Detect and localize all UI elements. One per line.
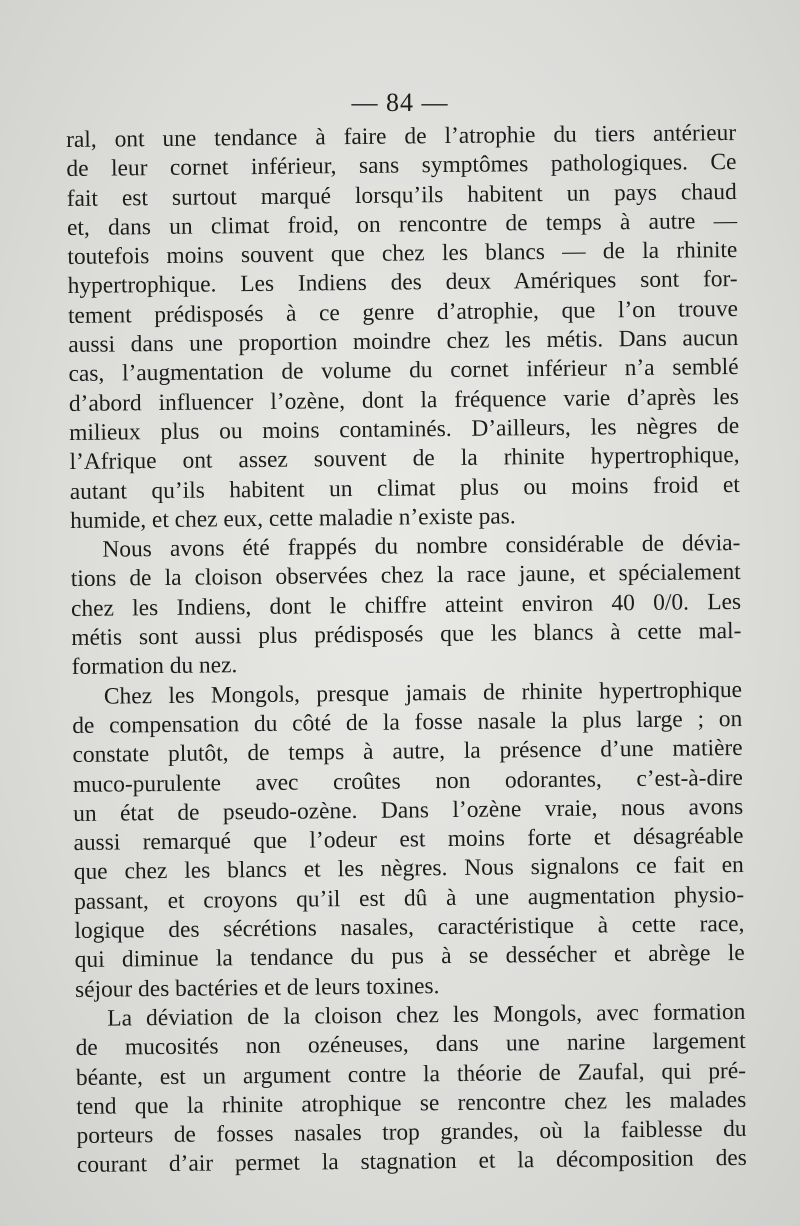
text-line: constate plutôt, de temps à autre, la présence d’une matière [72, 735, 743, 769]
text-line: porteurs de fosses nasales trop grandes, où la faiblesse du [76, 1116, 747, 1150]
text-line: de leur cornet inférieur, sans symptômes pathologiques. Ce [66, 149, 737, 183]
text-line: aussi dans une proportion moindre chez les métis. Dans aucun [68, 325, 739, 359]
text-line: de compensation du côté de la fosse nasale la plus large ; on [72, 705, 743, 739]
text-line: logique des sécrétions nasales, caractéristique à cette race, [74, 910, 745, 944]
text-line: La déviation de la cloison chez les Mongols, avec formation [107, 998, 746, 1032]
text-line: milieux plus ou moins contaminés. D’ailleurs, les nègres de [69, 412, 740, 446]
text-line: muco-purulente avec croûtes non odorantes, c’est-à-dire [72, 764, 743, 798]
text-line: Nous avons été frappés du nombre considérable de dévia- [102, 530, 741, 563]
text-line: tions de la cloison observées chez la race jaune, et spécialement [70, 559, 741, 593]
text-line: toutefois moins souvent que chez les blancs — de la rhinite [67, 237, 738, 271]
text-line: courant d’air permet la stagnation et la décomposition des [76, 1145, 747, 1179]
text-line: chez les Indiens, dont le chiffre atteint environ 40 0/0. Les [70, 588, 742, 622]
text-line: fait est surtout marqué lorsqu’ils habitent un pays chaud [66, 178, 737, 212]
text-line: de mucosités non ozéneuses, dans une narine largement [75, 1028, 746, 1062]
page-number: — 84 — [351, 88, 449, 117]
paragraph [70, 529, 741, 682]
text-line: tend que la rhinite atrophique se rencontre chez les malades [76, 1086, 747, 1120]
paragraph [72, 676, 745, 1005]
text-line: tement prédisposés à ce genre d’atrophie, que l’on trouve [67, 295, 739, 329]
text-line: hypertrophique. Les Indiens des deux Amériques sont for- [67, 266, 738, 300]
text-line: humide, et chez eux, cette maladie n’existe pas. [69, 503, 516, 534]
text-line: métis sont aussi plus prédisposés que les blancs à cette mal- [71, 618, 742, 652]
text-line: Chez les Mongols, presque jamais de rhinite hypertrophique [103, 676, 743, 710]
text-line: ral, ont une tendance à faire de l’atrophie du tiers antérieur [66, 119, 737, 153]
text-line: passant, et croyons qu’il est dû à une augmentation physio- [73, 881, 745, 915]
text-line: béante, est un argument contre la théorie de Zaufal, qui pré- [75, 1057, 747, 1091]
text-line: un état de pseudo-ozène. Dans l’ozène vraie, nous avons [73, 793, 744, 827]
text-line: aussi remarqué que l’odeur est moins forte et désagréable [73, 823, 744, 857]
text-line: que chez les blancs et les nègres. Nous signalons ce fait en [73, 852, 744, 886]
paragraph [75, 998, 747, 1181]
text-line: autant qu’ils habitent un climat plus ou moins froid et [69, 471, 740, 505]
text-line: qui diminue la tendance du pus à se dessécher et abrège le [74, 940, 745, 974]
text-line: l’Afrique ont assez souvent de la rhinite hypertrophique, [69, 442, 740, 476]
text-line: d’abord influencer l’ozène, dont la fréquence varie d’après les [68, 383, 740, 417]
body-text [66, 119, 747, 1181]
text-line: séjour des bactéries et de leurs toxines. [74, 972, 440, 1003]
text-line: formation du nez. [71, 652, 238, 681]
text-line: et, dans un climat froid, on rencontre de temps à autre — [66, 207, 738, 241]
paragraph [66, 119, 740, 536]
text-line: cas, l’augmentation de volume du cornet inférieur n’a semblé [68, 354, 739, 388]
